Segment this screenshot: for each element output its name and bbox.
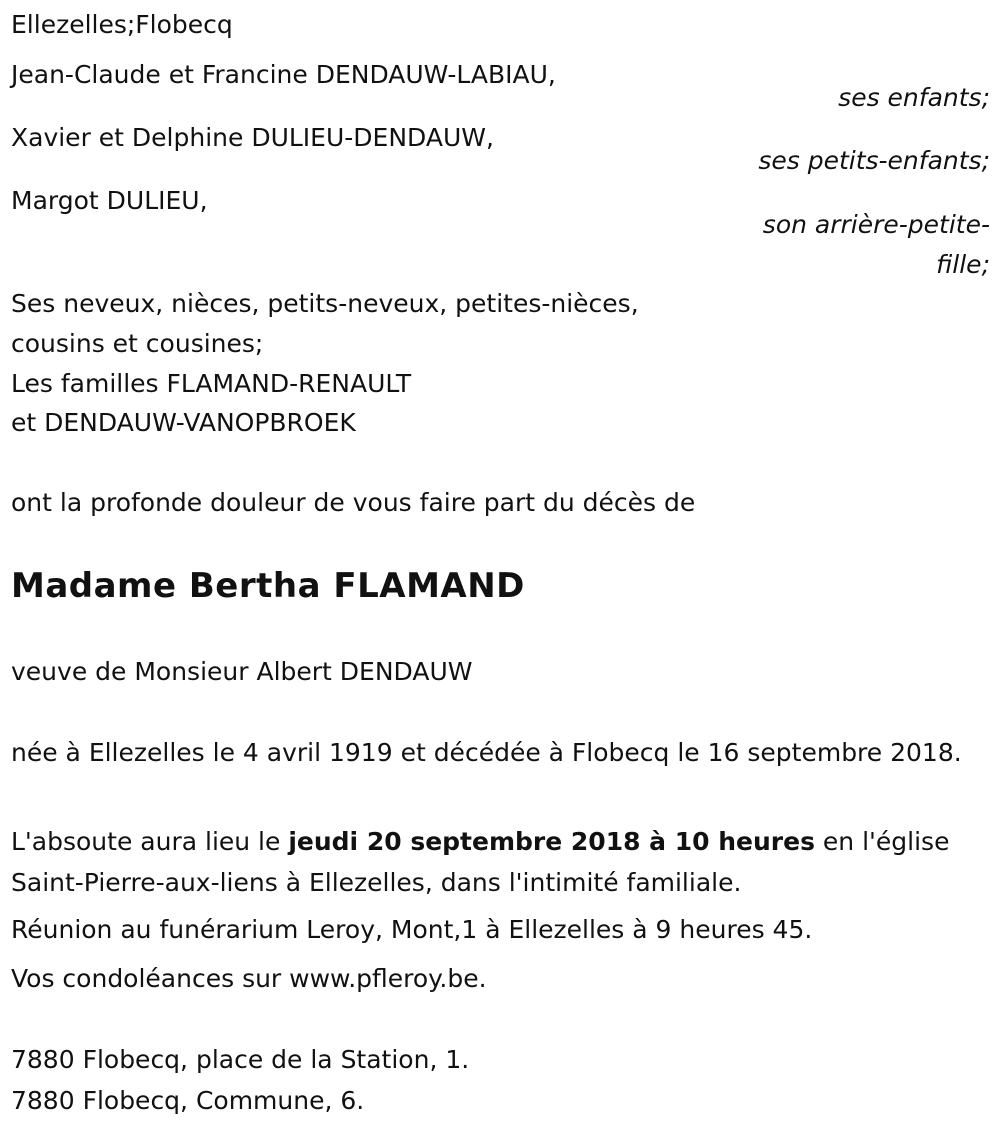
- family-children-names: Jean-Claude et Francine DENDAUW-LABIAU,: [11, 60, 556, 89]
- extended-family-line-2: cousins et cousines;: [11, 329, 264, 358]
- ceremony-text: [11, 821, 971, 903]
- ceremony-datetime: jeudi 20 septembre 2018 à 10 heures: [288, 827, 815, 856]
- locations-header: Ellezelles;Flobecq: [11, 10, 233, 39]
- address-2: 7880 Flobecq, Commune, 6.: [11, 1086, 365, 1115]
- extended-family-line-3: Les familles FLAMAND-RENAULT: [11, 369, 412, 398]
- meeting-text: Réunion au funérarium Leroy, Mont,1 à Ellezelles à 9 heures 45.: [11, 915, 813, 944]
- family-great-grandchild-names: Margot DULIEU,: [11, 186, 208, 215]
- address-1: 7880 Flobecq, place de la Station, 1.: [11, 1045, 470, 1074]
- ceremony-place: en l'église Saint-Pierre-aux-liens à Ellezelles, dans l'intimité familiale.: [11, 827, 950, 897]
- condolences-text: Vos condoléances sur www.pfleroy.be.: [11, 964, 487, 993]
- announcement-text: ont la profonde douleur de vous faire part du décès de: [11, 488, 696, 517]
- deceased-name: Madame Bertha FLAMAND: [11, 566, 525, 606]
- widow-of-text: veuve de Monsieur Albert DENDAUW: [11, 657, 473, 686]
- birth-death-text: née à Ellezelles le 4 avril 1919 et décédée à Flobecq le 16 septembre 2018.: [11, 738, 962, 767]
- family-grandchildren-names: Xavier et Delphine DULIEU-DENDAUW,: [11, 123, 494, 152]
- family-children-relation: ses enfants;: [838, 83, 990, 112]
- family-great-grandchild-relation: son arrière-petite-fille;: [762, 210, 990, 279]
- extended-family-line-4: et DENDAUW-VANOPBROEK: [11, 408, 356, 437]
- family-grandchildren-relation: ses petits-enfants;: [758, 146, 990, 175]
- ceremony-intro: L'absoute aura lieu le: [11, 827, 289, 856]
- extended-family-line-1: Ses neveux, nièces, petits-neveux, petites-nièces,: [11, 289, 639, 318]
